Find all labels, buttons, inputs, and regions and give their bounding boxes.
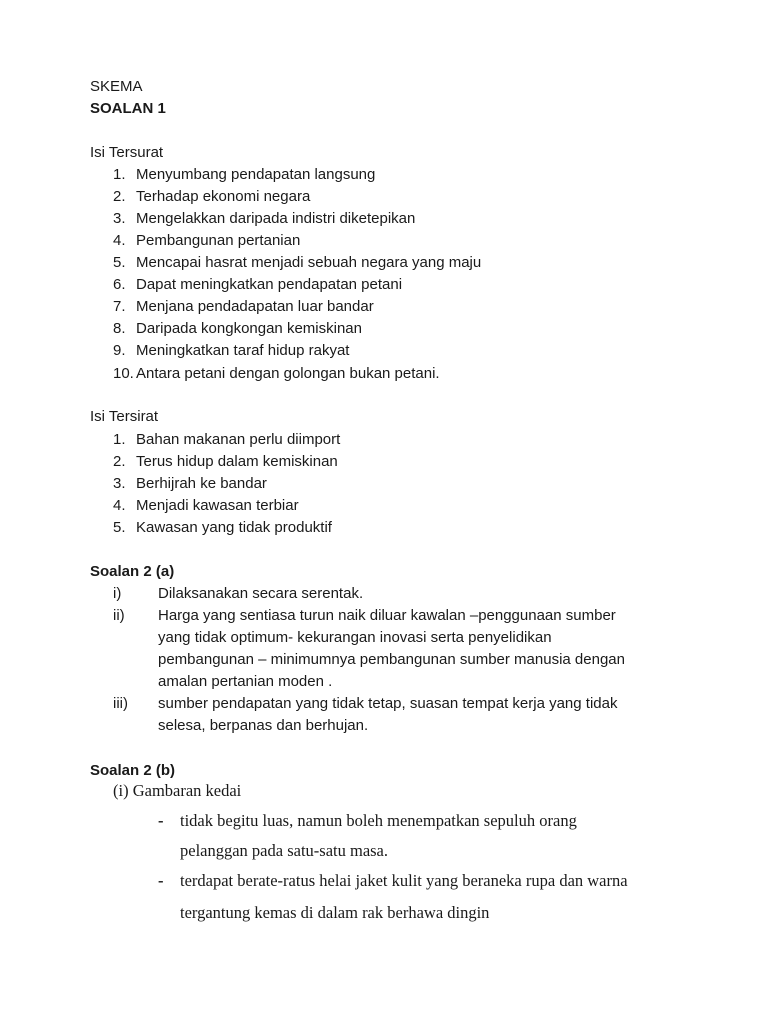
list-number: 8. <box>113 320 126 337</box>
list-text: selesa, berpanas dan berhujan. <box>158 717 369 734</box>
list-number: 7. <box>113 298 126 315</box>
list-text: Meningkatkan taraf hidup rakyat <box>136 342 350 359</box>
list-text: Berhijrah ke bandar <box>136 475 267 492</box>
list-text: Menyumbang pendapatan langsung <box>136 166 376 183</box>
list-number: 3. <box>113 210 126 227</box>
list-number: 1. <box>113 431 126 448</box>
list-number: 5. <box>113 254 126 271</box>
list-text: pembangunan – minimumnya pembangunan sumber manusia dengan <box>158 651 625 668</box>
list-text: Dapat meningkatkan pendapatan petani <box>136 276 403 293</box>
list-text: sumber pendapatan yang tidak tetap, suasan tempat kerja yang tidak <box>158 695 618 712</box>
list-text: amalan pertanian moden . <box>158 673 333 690</box>
list-text: Mengelakkan daripada indistri diketepikan <box>136 210 416 227</box>
list-text: pelanggan pada satu-satu masa. <box>180 841 389 860</box>
list-number: 3. <box>113 475 126 492</box>
list-number: 4. <box>113 497 126 514</box>
list-text: Harga yang sentiasa turun naik diluar kawalan –penggunaan sumber <box>158 607 616 624</box>
list-number: 1. <box>113 166 126 183</box>
list-text: Terhadap ekonomi negara <box>136 188 311 205</box>
list-number: 2. <box>113 453 126 470</box>
list-text: Terus hidup dalam kemiskinan <box>136 453 338 470</box>
tersirat-label: Isi Tersirat <box>90 408 159 425</box>
soalan2b-title: Soalan 2 (b) <box>90 762 176 779</box>
list-text: Mencapai hasrat menjadi sebuah negara yang maju <box>136 254 482 271</box>
list-text: tidak begitu luas, namun boleh menempatkan sepuluh orang <box>180 811 577 830</box>
list-text: Dilaksanakan secara serentak. <box>158 585 364 602</box>
list-text: Antara petani dengan golongan bukan petani. <box>136 365 440 382</box>
dash-bullet: - <box>158 871 164 890</box>
list-text: Daripada kongkongan kemiskinan <box>136 320 362 337</box>
list-number: 9. <box>113 342 126 359</box>
soalan2a-title: Soalan 2 (a) <box>90 563 175 580</box>
list-number: 2. <box>113 188 126 205</box>
list-number: 4. <box>113 232 126 249</box>
list-text: Bahan makanan perlu diimport <box>136 431 341 448</box>
tersurat-label: Isi Tersurat <box>90 144 164 161</box>
list-text: terdapat berate-ratus helai jaket kulit yang beraneka rupa dan warna <box>180 871 628 890</box>
list-number: 5. <box>113 519 126 536</box>
soalan1-title: SOALAN 1 <box>90 100 166 117</box>
list-text: Menjadi kawasan terbiar <box>136 497 299 514</box>
list-number: i) <box>113 585 122 602</box>
document-heading: SKEMA <box>90 78 143 95</box>
list-number: 6. <box>113 276 126 293</box>
dash-bullet: - <box>158 811 164 830</box>
list-text: Pembangunan pertanian <box>136 232 301 249</box>
list-text: tergantung kemas di dalam rak berhawa dingin <box>180 903 490 922</box>
soalan2b-subheading: (i) Gambaran kedai <box>113 781 242 800</box>
list-text: Kawasan yang tidak produktif <box>136 519 332 536</box>
list-text: yang tidak optimum- kekurangan inovasi serta penyelidikan <box>158 629 552 646</box>
list-number: 10. <box>113 365 134 382</box>
list-text: Menjana pendadapatan luar bandar <box>136 298 374 315</box>
list-number: iii) <box>113 695 128 712</box>
list-number: ii) <box>113 607 125 624</box>
